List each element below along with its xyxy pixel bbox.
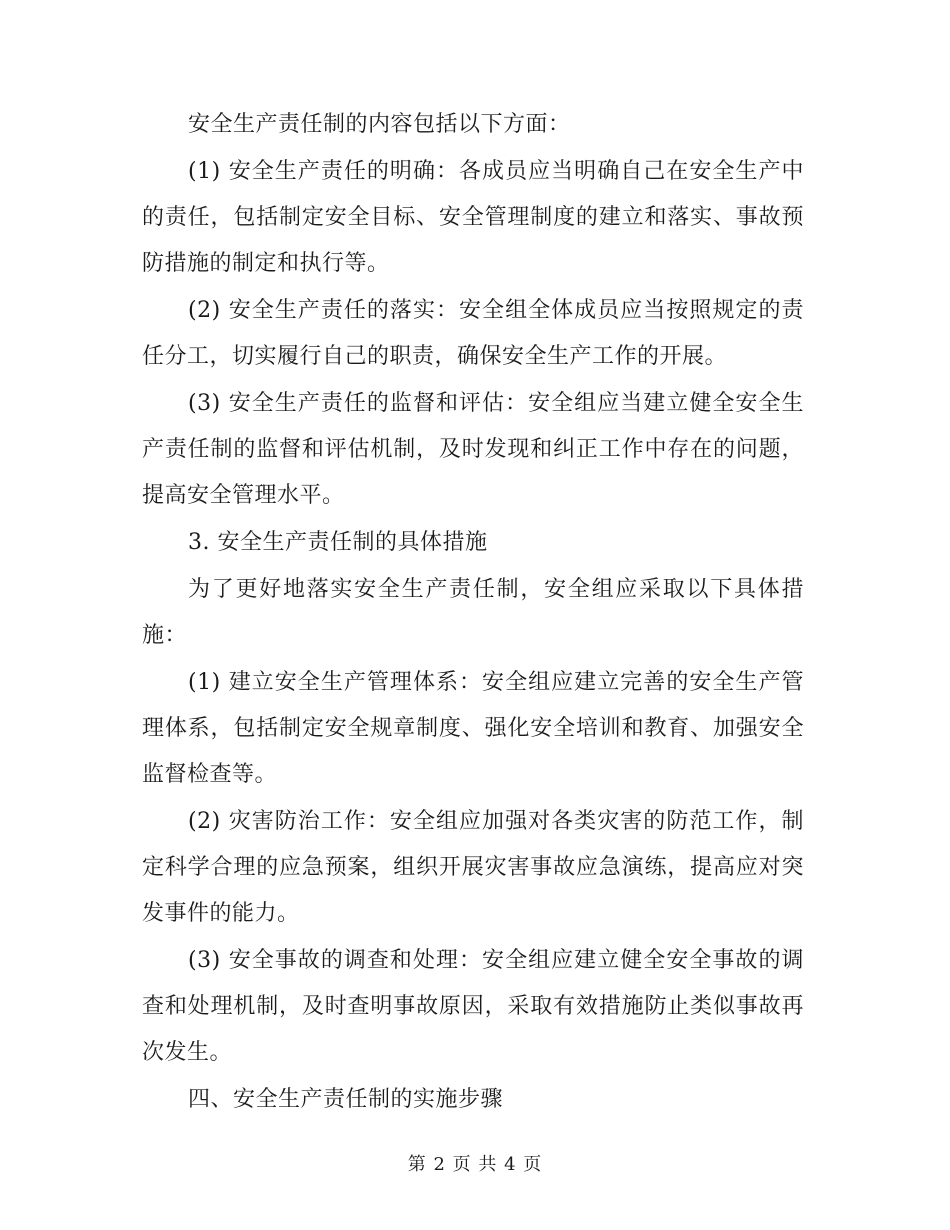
page-number-label: 第 2 页 共 4 页 xyxy=(407,1154,543,1175)
section-heading-3: 3. 安全生产责任制的具体措施 xyxy=(188,530,488,555)
paragraph-measure-2: (2) 灾害防治工作：安全组应加强对各类灾害的防范工作，制定科学合理的应急预案，组织开展灾害事故应急演练，提高应对突发事件的能力。 xyxy=(142,809,804,926)
paragraph-item-3: (3) 安全生产责任的监督和评估：安全组应当建立健全安全生产责任制的监督和评估机制，及时发现和纠正工作中存在的问题，提高安全管理水平。 xyxy=(142,391,804,508)
page-footer xyxy=(0,1150,950,1176)
paragraph-item-1: (1) 安全生产责任的明确：各成员应当明确自己在安全生产中的责任，包括制定安全目标、安全管理制度的建立和落实、事故预防措施的制定和执行等。 xyxy=(142,159,804,276)
document-body xyxy=(142,102,804,1124)
paragraph-measure-3: (3) 安全事故的调查和处理：安全组应建立健全安全事故的调查和处理机制，及时查明事故原因，采取有效措施防止类似事故再次发生。 xyxy=(142,948,804,1065)
paragraph-measures-intro: 为了更好地落实安全生产责任制，安全组应采取以下具体措施： xyxy=(142,577,804,648)
paragraph-measure-1: (1) 建立安全生产管理体系：安全组应建立完善的安全生产管理体系，包括制定安全规章制度、强化安全培训和教育、加强安全监督检查等。 xyxy=(142,670,804,787)
paragraph-item-2: (2) 安全生产责任的落实：安全组全体成员应当按照规定的责任分工，切实履行自己的职责，确保安全生产工作的开展。 xyxy=(142,298,804,369)
section-heading-4: 四、安全生产责任制的实施步骤 xyxy=(188,1087,504,1112)
paragraph-intro: 安全生产责任制的内容包括以下方面： xyxy=(188,112,571,137)
